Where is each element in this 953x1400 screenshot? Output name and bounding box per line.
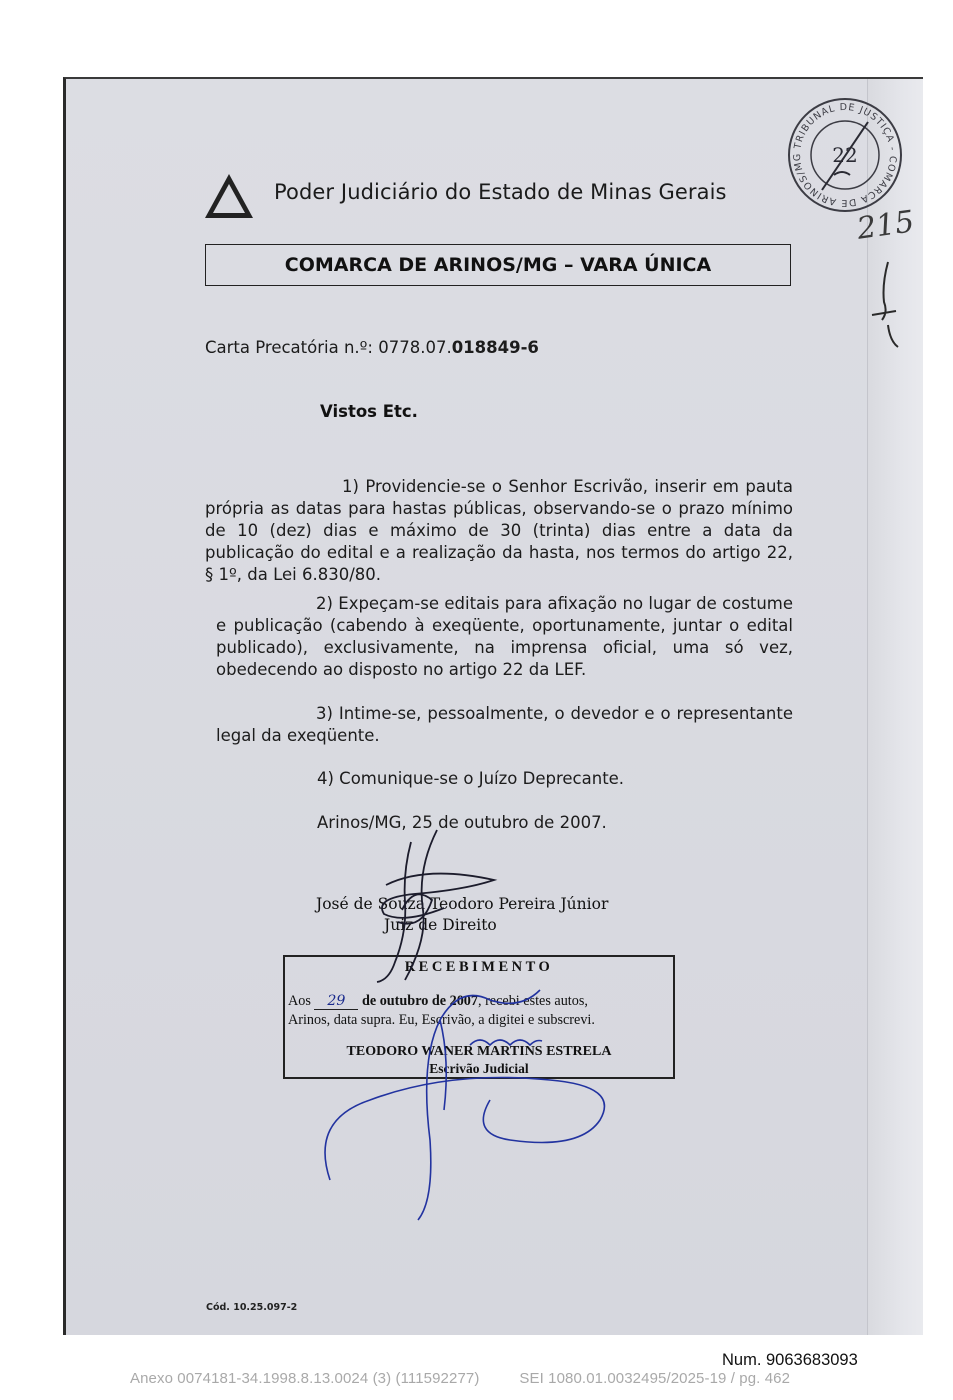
paragraph-2: 2) Expeçam-se editais para afixação no lugar de costume e publicação (cabendo à exeqüente, oportunamente, juntar o edital publicado), exclusivamente, na imprensa oficial, uma só vez, obedecendo ao disposto no artigo 22 da LEF. [216, 594, 793, 679]
institution-title: Poder Judiciário do Estado de Minas Gerais [274, 180, 727, 204]
date-line: Arinos/MG, 25 de outubro de 2007. [317, 813, 607, 832]
carta-number: 018849-6 [451, 338, 539, 357]
form-code: Cód. 10.25.097-2 [206, 1302, 298, 1313]
seal-number: 22 [832, 143, 858, 167]
receipt-heading: RECEBIMENTO [404, 959, 554, 975]
paragraph-1: 1) Providencie-se o Senhor Escrivão, inserir em pauta própria as datas para hastas públicas, observando-se o prazo mínimo de 10 (dez) dias e máximo de 30 (trinta) dias entre a data da publicação do edital e a realização da hasta, nos termos do artigo 22, § 1º, da Lei 6.830/80. [205, 477, 793, 584]
receipt-prefix: Aos [288, 993, 311, 1009]
vistos-heading: Vistos Etc. [320, 402, 418, 421]
page-edge-shadow [867, 79, 923, 1335]
footer-reference [130, 1370, 790, 1387]
handwritten-page-number: 215 [854, 204, 917, 247]
annex-reference: Anexo 0074181-34.1998.8.13.0024 (3) (111592277) [130, 1370, 480, 1387]
document-number: Num. 9063683093 [722, 1351, 858, 1369]
carta-precatoria-number [205, 338, 539, 357]
clerk-title: Escrivão Judicial [429, 1061, 529, 1076]
comarca-banner: COMARCA DE ARINOS/MG – VARA ÚNICA [205, 244, 791, 286]
judge-name: José de Souza Teodoro Pereira Júnior [316, 895, 609, 913]
receipt-line-2: Arinos, data supra. Eu, Escrivão, a digitei e subscrevi. [288, 1012, 595, 1028]
receipt-suffix: , recebi estes autos, [477, 993, 588, 1009]
judge-title: Juiz de Direito [384, 916, 497, 934]
seal-ring-text: TRIBUNAL DE JUSTIÇA - COMARCA DE ARINOS/MG [791, 101, 899, 209]
sei-reference: SEI 1080.01.0032495/2025-19 / pg. 462 [519, 1370, 791, 1387]
judiciary-triangle-logo [203, 172, 255, 220]
receipt-date: de outubro de 2007 [361, 993, 478, 1009]
receipt-box [283, 955, 675, 1079]
paragraph-3: 3) Intime-se, pessoalmente, o devedor e o representante legal da exeqüente. [216, 704, 793, 745]
receipt-day-handwritten: 29 [314, 993, 358, 1010]
carta-label: Carta Precatória n.º: 0778.07. [205, 338, 452, 357]
receipt-line-1 [288, 993, 588, 1010]
clerk-name: TEODORO WANER MARTINS ESTRELA [346, 1044, 612, 1059]
paragraph-4: 4) Comunique-se o Juízo Deprecante. [317, 769, 625, 788]
